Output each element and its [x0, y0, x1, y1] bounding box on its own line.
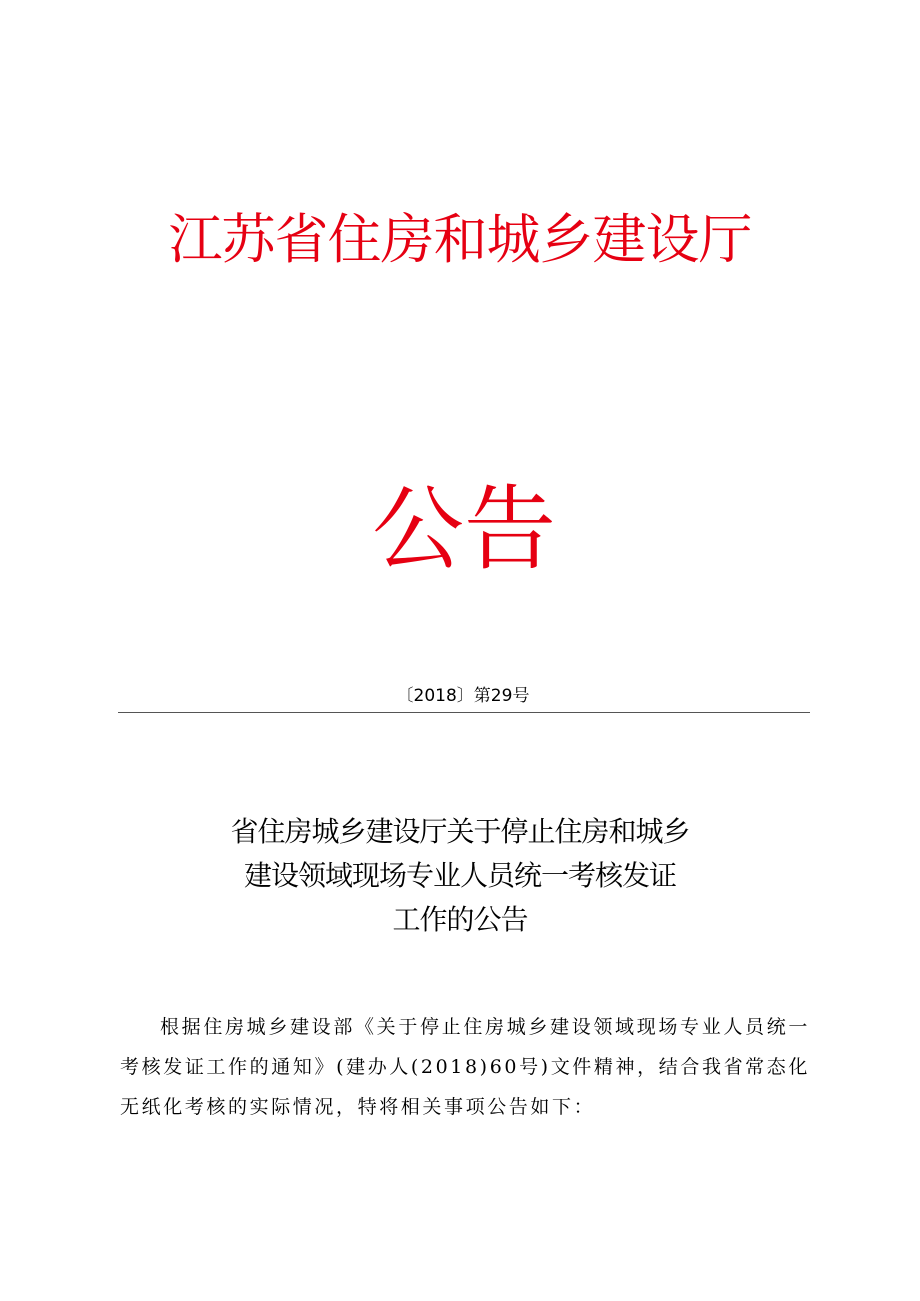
document-title-line-1: 省住房城乡建设厅关于停止住房和城乡: [230, 815, 690, 848]
document-title: [0, 810, 920, 942]
document-title-line-2: 建设领域现场专业人员统一考核发证: [243, 859, 676, 892]
document-title-line-3: 工作的公告: [392, 903, 528, 936]
issuing-organization-header: 江苏省住房和城乡建设厅: [168, 208, 752, 271]
header-divider-line: [118, 712, 810, 713]
body-paragraph: 根据住房城乡建设部《关于停止住房城乡建设领域现场专业人员统一考核发证工作的通知》(建办人(2018)60号)文件精神，结合我省常态化无纸化考核的实际情况，特将相关事项公告如下：: [120, 1016, 810, 1118]
document-number: 〔2018〕第29号: [396, 686, 530, 706]
notice-heading: 公告: [371, 476, 556, 583]
